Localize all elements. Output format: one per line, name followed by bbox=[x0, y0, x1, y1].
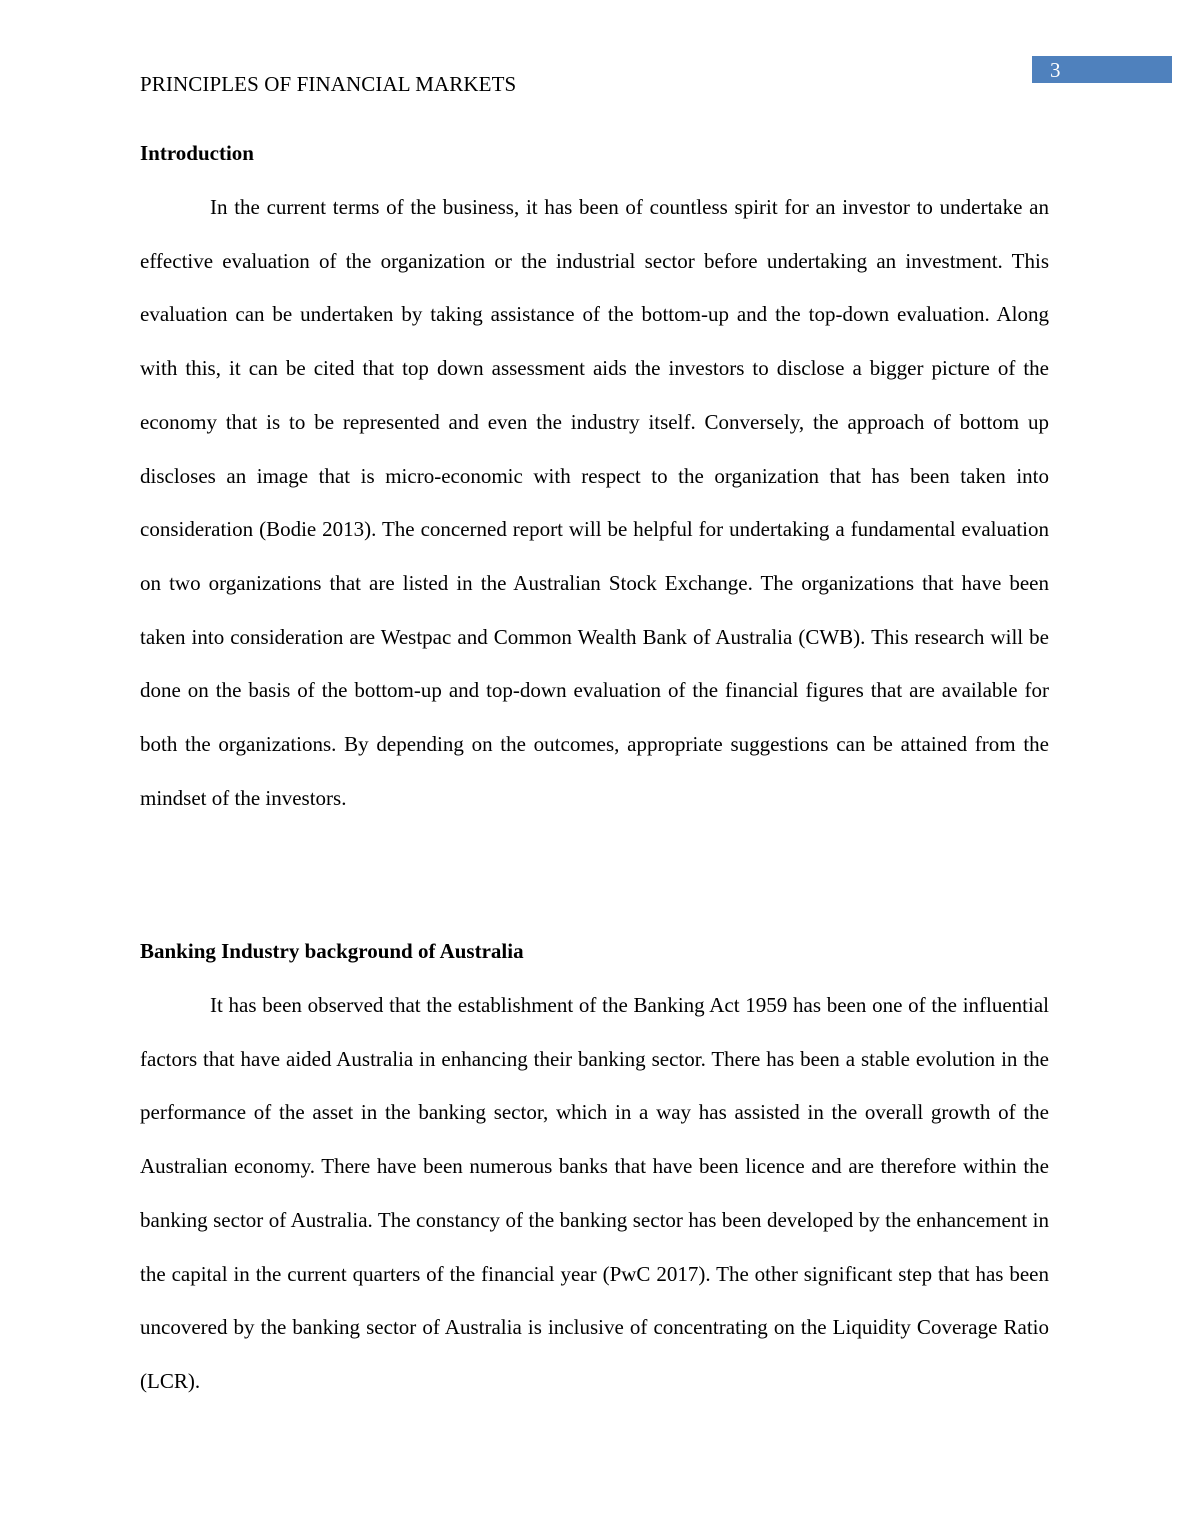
running-head: PRINCIPLES OF FINANCIAL MARKETS bbox=[140, 72, 517, 96]
section-heading-introduction: Introduction bbox=[140, 141, 254, 165]
paragraph-introduction: In the current terms of the business, it has been of countless spirit for an investor to undertake an effective evaluation of the organization or the industrial sector before undertaking an investment. This evaluation can be undertaken by taking assistance of the bottom-up and the top-down evaluation. Along with this, it can be cited that top down assessment aids the investors to disclose a bigger picture of the economy that is to be represented and even the industry itself. Conversely, the approach of bottom up discloses an image that is micro-economic with respect to the organization that has been taken into consideration (Bodie 2013). The concerned report will be helpful for undertaking a fundamental evaluation on two organizations that are listed in the Australian Stock Exchange. The organizations that have been taken into consideration are Westpac and Common Wealth Bank of Australia (CWB). This research will be done on the basis of the bottom-up and top-down evaluation of the financial figures that are available for both the organizations. By depending on the outcomes, appropriate suggestions can be attained from the mindset of the investors. bbox=[140, 195, 1049, 810]
page-number: 3 bbox=[1050, 58, 1061, 82]
paragraph-banking-industry: It has been observed that the establishment of the Banking Act 1959 has been one of the influential factors that have aided Australia in enhancing their banking sector. There has been a stable evolution in the performance of the asset in the banking sector, which in a way has assisted in the overall growth of the Australian economy. There have been numerous banks that have been licence and are therefore within the banking sector of Australia. The constancy of the banking sector has been developed by the enhancement in the capital in the current quarters of the financial year (PwC 2017). The other significant step that has been uncovered by the banking sector of Australia is inclusive of concentrating on the Liquidity Coverage Ratio (LCR). bbox=[140, 993, 1049, 1393]
page-number-box bbox=[1032, 56, 1172, 83]
section-heading-banking-industry: Banking Industry background of Australia bbox=[140, 939, 524, 963]
